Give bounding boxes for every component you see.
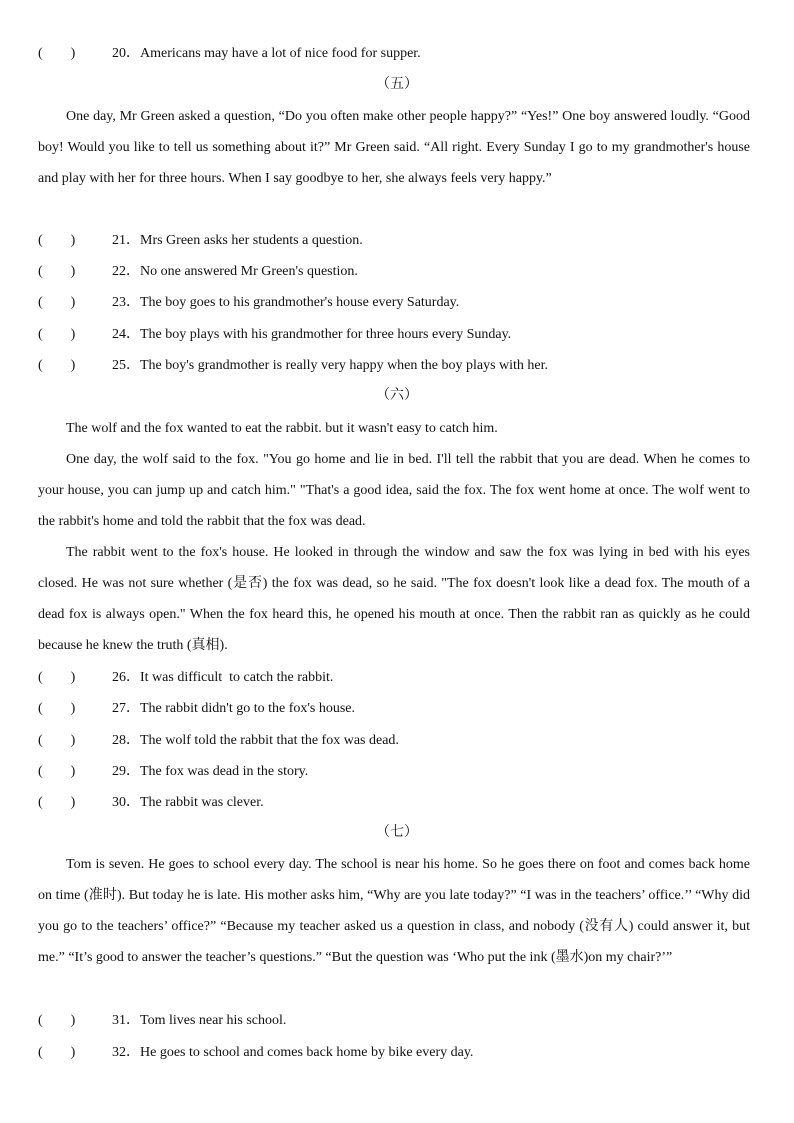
question-text: 32．He goes to school and comes back home by bike every day.: [112, 1045, 474, 1060]
answer-blank[interactable]: ( ): [38, 358, 76, 373]
passage-paragraph: One day, Mr Green asked a question, “Do you often make other people happy?” “Yes!” One boy answered loudly. “Good boy! Would you like to tell us something about it?” Mr Green said. “All right. Every Sunday I go to my grandmother's house and play with her for three hours. When I say goodbye to her, she always feels very happy.”: [38, 109, 750, 186]
question-22: [38, 263, 358, 281]
answer-blank[interactable]: ( ): [38, 327, 76, 342]
answer-blank[interactable]: ( ): [38, 1013, 76, 1028]
section-6-title: （六）: [376, 388, 418, 403]
question-text: 29．The fox was dead in the story.: [112, 764, 309, 779]
answer-blank[interactable]: ( ): [38, 295, 76, 310]
passage-paragraph: The wolf and the fox wanted to eat the rabbit. but it wasn't easy to catch him.: [66, 421, 498, 436]
question-text: 24．The boy plays with his grandmother for three hours every Sunday.: [112, 327, 512, 342]
question-text: 21．Mrs Green asks her students a question.: [112, 233, 363, 248]
question-text: 30．The rabbit was clever.: [112, 795, 264, 810]
answer-blank[interactable]: ( ): [38, 670, 76, 685]
question-text: 25．The boy's grandmother is really very happy when the boy plays with her.: [112, 358, 549, 373]
question-25: [38, 357, 548, 375]
section-7-title: （七）: [376, 825, 418, 840]
section-5-passage: [38, 101, 750, 194]
answer-blank[interactable]: ( ): [38, 46, 76, 61]
question-28: [38, 732, 399, 750]
question-text: 27．The rabbit didn't go to the fox's house.: [112, 701, 356, 716]
answer-blank[interactable]: ( ): [38, 233, 76, 248]
question-26: [38, 669, 333, 687]
section-6-passage: [38, 413, 750, 661]
question-23: [38, 294, 459, 312]
answer-blank[interactable]: ( ): [38, 701, 76, 716]
question-24: [38, 326, 511, 344]
passage-paragraph: Tom is seven. He goes to school every day. The school is near his home. So he goes there on foot and comes back home on time (准时). But today he is late. His mother asks him, “Why are you late today?” “I was in the teachers’ office.’’ “Why did you go to the teachers’ office?” “Because my teacher asked us a question in class, and nobody (没有人) could answer it, but me.” “It’s good to answer the teacher’s questions.” “But the question was ‘Who put the ink (墨水)on my chair?’”: [38, 857, 750, 965]
section-7-passage: [38, 849, 750, 973]
question-30: [38, 794, 264, 812]
question-text: 26．It was difficult to catch the rabbit.: [112, 670, 334, 685]
answer-blank[interactable]: ( ): [38, 1045, 76, 1060]
section-5-title: （五）: [376, 77, 418, 92]
question-text: 23．The boy goes to his grandmother's house every Saturday.: [112, 295, 460, 310]
question-text: 28．The wolf told the rabbit that the fox was dead.: [112, 733, 399, 748]
passage-paragraph: The rabbit went to the fox's house. He looked in through the window and saw the fox was lying in bed with his eyes closed. He was not sure whether (是否) the fox was dead, so he said. "The fox doesn't look like a dead fox. The mouth of a dead fox is always open." When the fox heard this, he opened his mouth at once. Then the rabbit ran as quickly as he could because he knew the truth (真相).: [38, 545, 750, 653]
answer-blank[interactable]: ( ): [38, 264, 76, 279]
question-31: [38, 1012, 286, 1030]
question-text: 20．Americans may have a lot of nice food for supper.: [112, 46, 421, 61]
question-27: [38, 700, 355, 718]
answer-blank[interactable]: ( ): [38, 764, 76, 779]
question-32: [38, 1044, 473, 1062]
question-21: [38, 232, 363, 250]
answer-blank[interactable]: ( ): [38, 795, 76, 810]
question-text: 31．Tom lives near his school.: [112, 1013, 287, 1028]
answer-blank[interactable]: ( ): [38, 733, 76, 748]
question-text: 22．No one answered Mr Green's question.: [112, 264, 358, 279]
question-29: [38, 763, 308, 781]
question-20: [38, 45, 421, 63]
passage-paragraph: One day, the wolf said to the fox. "You go home and lie in bed. I'll tell the rabbit that you are dead. When he comes to your house, you can jump up and catch him." "That's a good idea, said the fox. The fox went home at once. The wolf went to the rabbit's home and told the rabbit that the fox was dead.: [38, 452, 750, 529]
